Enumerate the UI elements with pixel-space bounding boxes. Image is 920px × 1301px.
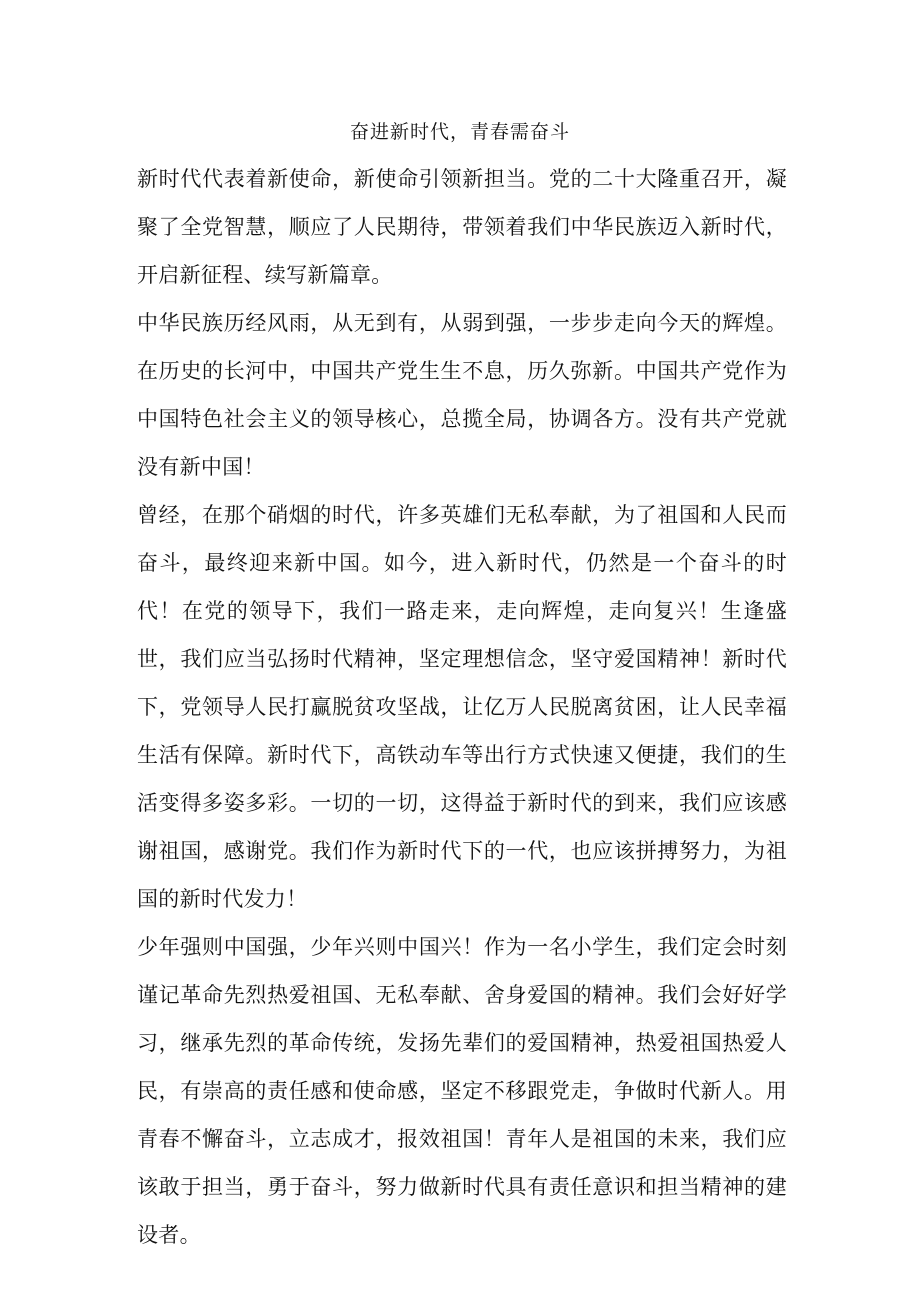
paragraph-2: 中华民族历经风雨，从无到有，从弱到强，一步步走向今天的辉煌。在历史的长河中，中国共产党生生不息，历久弥新。中国共产党作为中国特色社会主义的领导核心，总揽全局，协调各方。没有共产党就没有新中国！ xyxy=(137,311,787,479)
paragraph-1: 新时代代表着新使命，新使命引领新担当。党的二十大隆重召开，凝聚了全党智慧，顺应了人民期待，带领着我们中华民族迈入新时代，开启新征程、续写新篇章。 xyxy=(137,167,787,287)
paragraph-4: 少年强则中国强，少年兴则中国兴！作为一名小学生，我们定会时刻谨记革命先烈热爱祖国、无私奉献、舍身爱国的精神。我们会好好学习，继承先烈的革命传统，发扬先辈们的爱国精神，热爱祖国热爱人民，有崇高的责任感和使命感，坚定不移跟党走，争做时代新人。用青春不懈奋斗，立志成才，报效祖国！青年人是祖国的未来，我们应该敢于担当，勇于奋斗，努力做新时代具有责任意识和担当精神的建设者。 xyxy=(137,935,787,1247)
document-title: 奋进新时代，青春需奋斗 xyxy=(349,121,570,143)
document-body xyxy=(137,155,787,1259)
paragraph-3: 曾经，在那个硝烟的时代，许多英雄们无私奉献，为了祖国和人民而奋斗，最终迎来新中国。如今，进入新时代，仍然是一个奋斗的时代！在党的领导下，我们一路走来，走向辉煌，走向复兴！生逢盛世，我们应当弘扬时代精神，坚定理想信念，坚守爱国精神！新时代下，党领导人民打赢脱贫攻坚战，让亿万人民脱离贫困，让人民幸福生活有保障。新时代下，高铁动车等出行方式快速又便捷，我们的生活变得多姿多彩。一切的一切，这得益于新时代的到来，我们应该感谢祖国，感谢党。我们作为新时代下的一代，也应该拼搏努力，为祖国的新时代发力！ xyxy=(137,503,787,911)
